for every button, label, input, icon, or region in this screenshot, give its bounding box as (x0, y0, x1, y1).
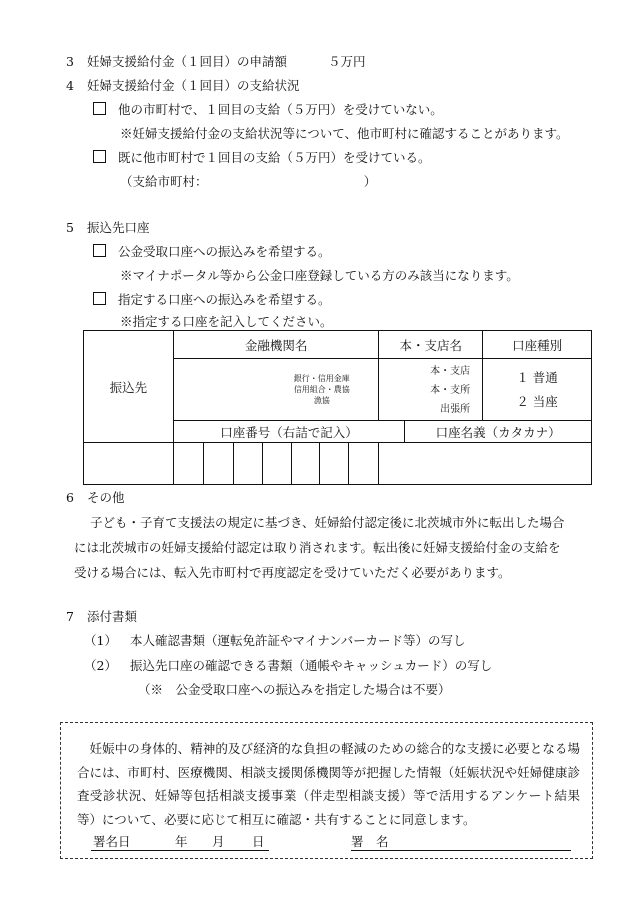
payee-row-label: 振込先 (84, 331, 174, 443)
section5-option1-label: 公金受取口座への振込みを希望する。 (118, 244, 331, 259)
consent-text: 妊娠中の身体的、精神的及び経済的な負担の軽減のための総合的な支援に必要となる場合には、市町村、医療機関、相談支援関係機関等が把握した情報（妊娠状況や妊婦健康診査受診状況、妊婦等包括相談支援事業（伴走型相談支援）等で活用するアンケート結果等）について、必要に応じて相互に確認・共有することに同意します。 (77, 741, 580, 827)
attachment-2-mark: （2） (84, 658, 117, 673)
section5-number: 5 (66, 220, 74, 235)
section3-label: 妊婦支援給付金（１回目）の申請額 (87, 54, 288, 69)
account-digit-2[interactable] (203, 443, 233, 485)
section4-municipality-field[interactable]: （支給市町村： ） (120, 174, 377, 189)
account-holder-header: 口座名義（カタカナ） (405, 421, 592, 443)
section7-number: 7 (66, 609, 74, 624)
account-digit-7[interactable] (349, 443, 379, 485)
section6-text-line3: 受ける場合には、転入先市町村で再度認定を受けていただく必要があります。 (74, 565, 511, 580)
section3-number: 3 (66, 54, 74, 69)
sign-date-label: 署名日 (93, 834, 131, 849)
section4-option2-checkbox[interactable] (93, 150, 106, 166)
branch-name-field[interactable] (379, 359, 483, 421)
bank-account-table (83, 330, 592, 485)
account-digit-5[interactable] (291, 443, 320, 485)
branch-kind-2: 本・支所 (430, 385, 471, 396)
branch-kind-1: 本・支店 (430, 366, 471, 377)
signature-field[interactable] (351, 850, 571, 851)
account-digit-1[interactable] (173, 443, 203, 485)
sign-date-field[interactable] (91, 850, 269, 851)
bank-kind-1: 銀行・信用金庫 (293, 374, 350, 383)
signature-label: 署 名 (351, 834, 389, 849)
branch-kind-3: 出張所 (440, 404, 471, 415)
branch-name-header: 本・支店名 (379, 331, 483, 359)
section6-number: 6 (66, 490, 74, 505)
consent-box (60, 722, 593, 859)
account-type-field[interactable] (483, 359, 592, 421)
section5-title: 振込先口座 (87, 220, 150, 235)
section3-amount: ５万円 (328, 54, 366, 69)
section7-title: 添付書類 (87, 609, 138, 624)
account-digit-6[interactable] (320, 443, 349, 485)
bank-kind-2: 信用組合・農協 (293, 385, 350, 394)
section4-option1-checkbox[interactable] (93, 102, 106, 118)
section5-option2-note: ※指定する口座を記入してください。 (120, 314, 333, 329)
account-type-current[interactable]: ２ 当座 (516, 393, 558, 409)
section4-option2-label: 既に他市町村で１回目の支給（５万円）を受けている。 (118, 150, 431, 165)
attachment-2-text: 振込先口座の確認できる書類（通帳やキャッシュカード）の写し (130, 658, 493, 673)
account-number-header: 口座番号（右詰で記入） (173, 421, 404, 443)
section6-text-line2: には北茨城市の妊婦支援給付認定は取り消されます。転出後に妊婦支援給付金の支給を (74, 540, 561, 555)
section4-title: 妊婦支援給付金（１回目）の支給状況 (87, 78, 300, 93)
section4-option1-note: ※妊婦支援給付金の支給状況等について、他市町村に確認することがあります。 (120, 126, 569, 141)
account-digit-4[interactable] (262, 443, 291, 485)
section5-option2-label: 指定する口座への振込みを希望する。 (118, 292, 331, 307)
section4-option1-label: 他の市町村で、１回目の支給（５万円）を受けていない。 (118, 102, 443, 117)
bank-kind-3: 漁協 (313, 396, 330, 405)
section5-option1-checkbox[interactable] (93, 244, 106, 260)
bank-name-field[interactable] (173, 359, 379, 421)
section6-text-line1: 子ども・子育て支援法の規定に基づき、妊婦給付認定後に北茨城市外に転出した場合 (90, 515, 565, 530)
account-type-ordinary[interactable]: １ 普通 (516, 369, 558, 385)
account-digit-3[interactable] (233, 443, 262, 485)
section4-number: 4 (66, 78, 74, 93)
sign-date-day: 日 (252, 834, 265, 849)
attachment-1-mark: （1） (84, 633, 117, 648)
attachment-note: （※ 公金受取口座への振込みを指定した場合は不要） (138, 682, 451, 697)
section5-option2-checkbox[interactable] (93, 292, 106, 308)
bank-name-header: 金融機関名 (173, 331, 379, 359)
section6-title: その他 (87, 490, 125, 505)
account-type-header: 口座種別 (483, 331, 592, 359)
section5-option1-note: ※マイナポータル等から公金口座登録している方のみ該当になります。 (120, 268, 519, 283)
account-holder-field[interactable] (379, 443, 592, 485)
attachment-1-text: 本人確認書類（運転免許証やマイナンバーカード等）の写し (130, 633, 466, 648)
sign-date-year: 年 (175, 834, 188, 849)
sign-date-month: 月 (212, 834, 225, 849)
